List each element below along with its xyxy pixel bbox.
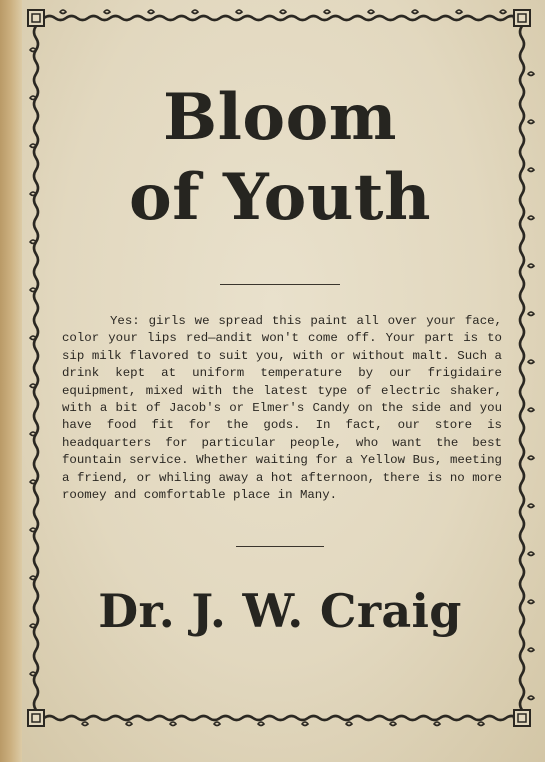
vine-leaf <box>30 144 36 148</box>
vine-leaf <box>528 312 534 316</box>
vine-leaf <box>280 10 286 14</box>
vine-leaf <box>528 408 534 412</box>
vine-leaf <box>104 10 110 14</box>
corner-ornament-top-left-icon <box>28 10 44 26</box>
vine-border-segment <box>34 26 38 713</box>
vine-leaf <box>528 360 534 364</box>
vine-leaf <box>82 722 88 726</box>
vine-border-segment <box>44 16 519 20</box>
vine-leaf <box>30 576 36 580</box>
vine-leaf <box>30 624 36 628</box>
vine-leaf <box>170 722 176 726</box>
headline-line-1: Bloom <box>163 80 397 155</box>
vine-leaf <box>528 216 534 220</box>
vine-leaf <box>30 384 36 388</box>
vine-leaf <box>30 288 36 292</box>
vine-leaf <box>30 432 36 436</box>
vine-leaf <box>30 672 36 676</box>
corner-ornament-top-right-icon <box>514 10 530 26</box>
vine-leaf <box>214 722 220 726</box>
vine-leaf <box>30 96 36 100</box>
vine-leaf <box>148 10 154 14</box>
vine-leaf <box>528 456 534 460</box>
vine-leaf <box>528 168 534 172</box>
vine-leaf <box>126 722 132 726</box>
vine-leaf <box>30 192 36 196</box>
vine-leaf <box>60 10 66 14</box>
headline-line-2: of Youth <box>129 160 431 235</box>
vine-leaf <box>346 722 352 726</box>
divider-bottom <box>236 546 324 547</box>
vine-border-segment <box>520 26 524 713</box>
vine-leaf <box>324 10 330 14</box>
vine-leaf <box>478 722 484 726</box>
vine-leaf <box>528 600 534 604</box>
vine-leaf <box>258 722 264 726</box>
vine-leaf <box>302 722 308 726</box>
vine-leaf <box>236 10 242 14</box>
vine-leaf <box>412 10 418 14</box>
corner-ornament-bottom-right-icon <box>514 710 530 726</box>
ad-body-copy: Yes: girls we spread this paint all over your face, color your lips red—andit won't come off. Your part is to sip milk flavored to suit you, with or without malt. Such a drink kept at uniform temperature by our frigidaire equipment, mixed with the latest type of electric shaker, with a bit of Jacob's or Elmer's Candy on the side and you have food fit for the gods. In fact, our store is headquarters for particular people, who want the best fountain service. Whether waiting for a Yellow Bus, meeting a friend, or whiling away a hot afternoon, there is no more roomey and comfortable place in Many. <box>62 314 502 503</box>
vine-leaf <box>434 722 440 726</box>
advertisement <box>44 34 516 716</box>
divider-top <box>220 284 340 285</box>
vine-leaf <box>30 480 36 484</box>
vine-leaf <box>30 240 36 244</box>
vine-leaf <box>528 120 534 124</box>
corner-ornament-bottom-left-icon <box>28 710 44 726</box>
vine-leaf <box>30 48 36 52</box>
vine-leaf <box>500 10 506 14</box>
vine-leaf <box>528 696 534 700</box>
vine-leaf <box>390 722 396 726</box>
advertiser-signature: Dr. J. W. Craig <box>98 584 462 639</box>
vine-leaf <box>30 528 36 532</box>
vine-leaf <box>528 648 534 652</box>
vine-leaf <box>528 552 534 556</box>
vine-leaf <box>368 10 374 14</box>
vine-leaf <box>528 264 534 268</box>
vine-leaf <box>528 72 534 76</box>
vine-leaf <box>30 336 36 340</box>
vine-leaf <box>456 10 462 14</box>
vine-leaf <box>192 10 198 14</box>
vine-leaf <box>528 504 534 508</box>
vine-border-segment <box>44 716 519 720</box>
